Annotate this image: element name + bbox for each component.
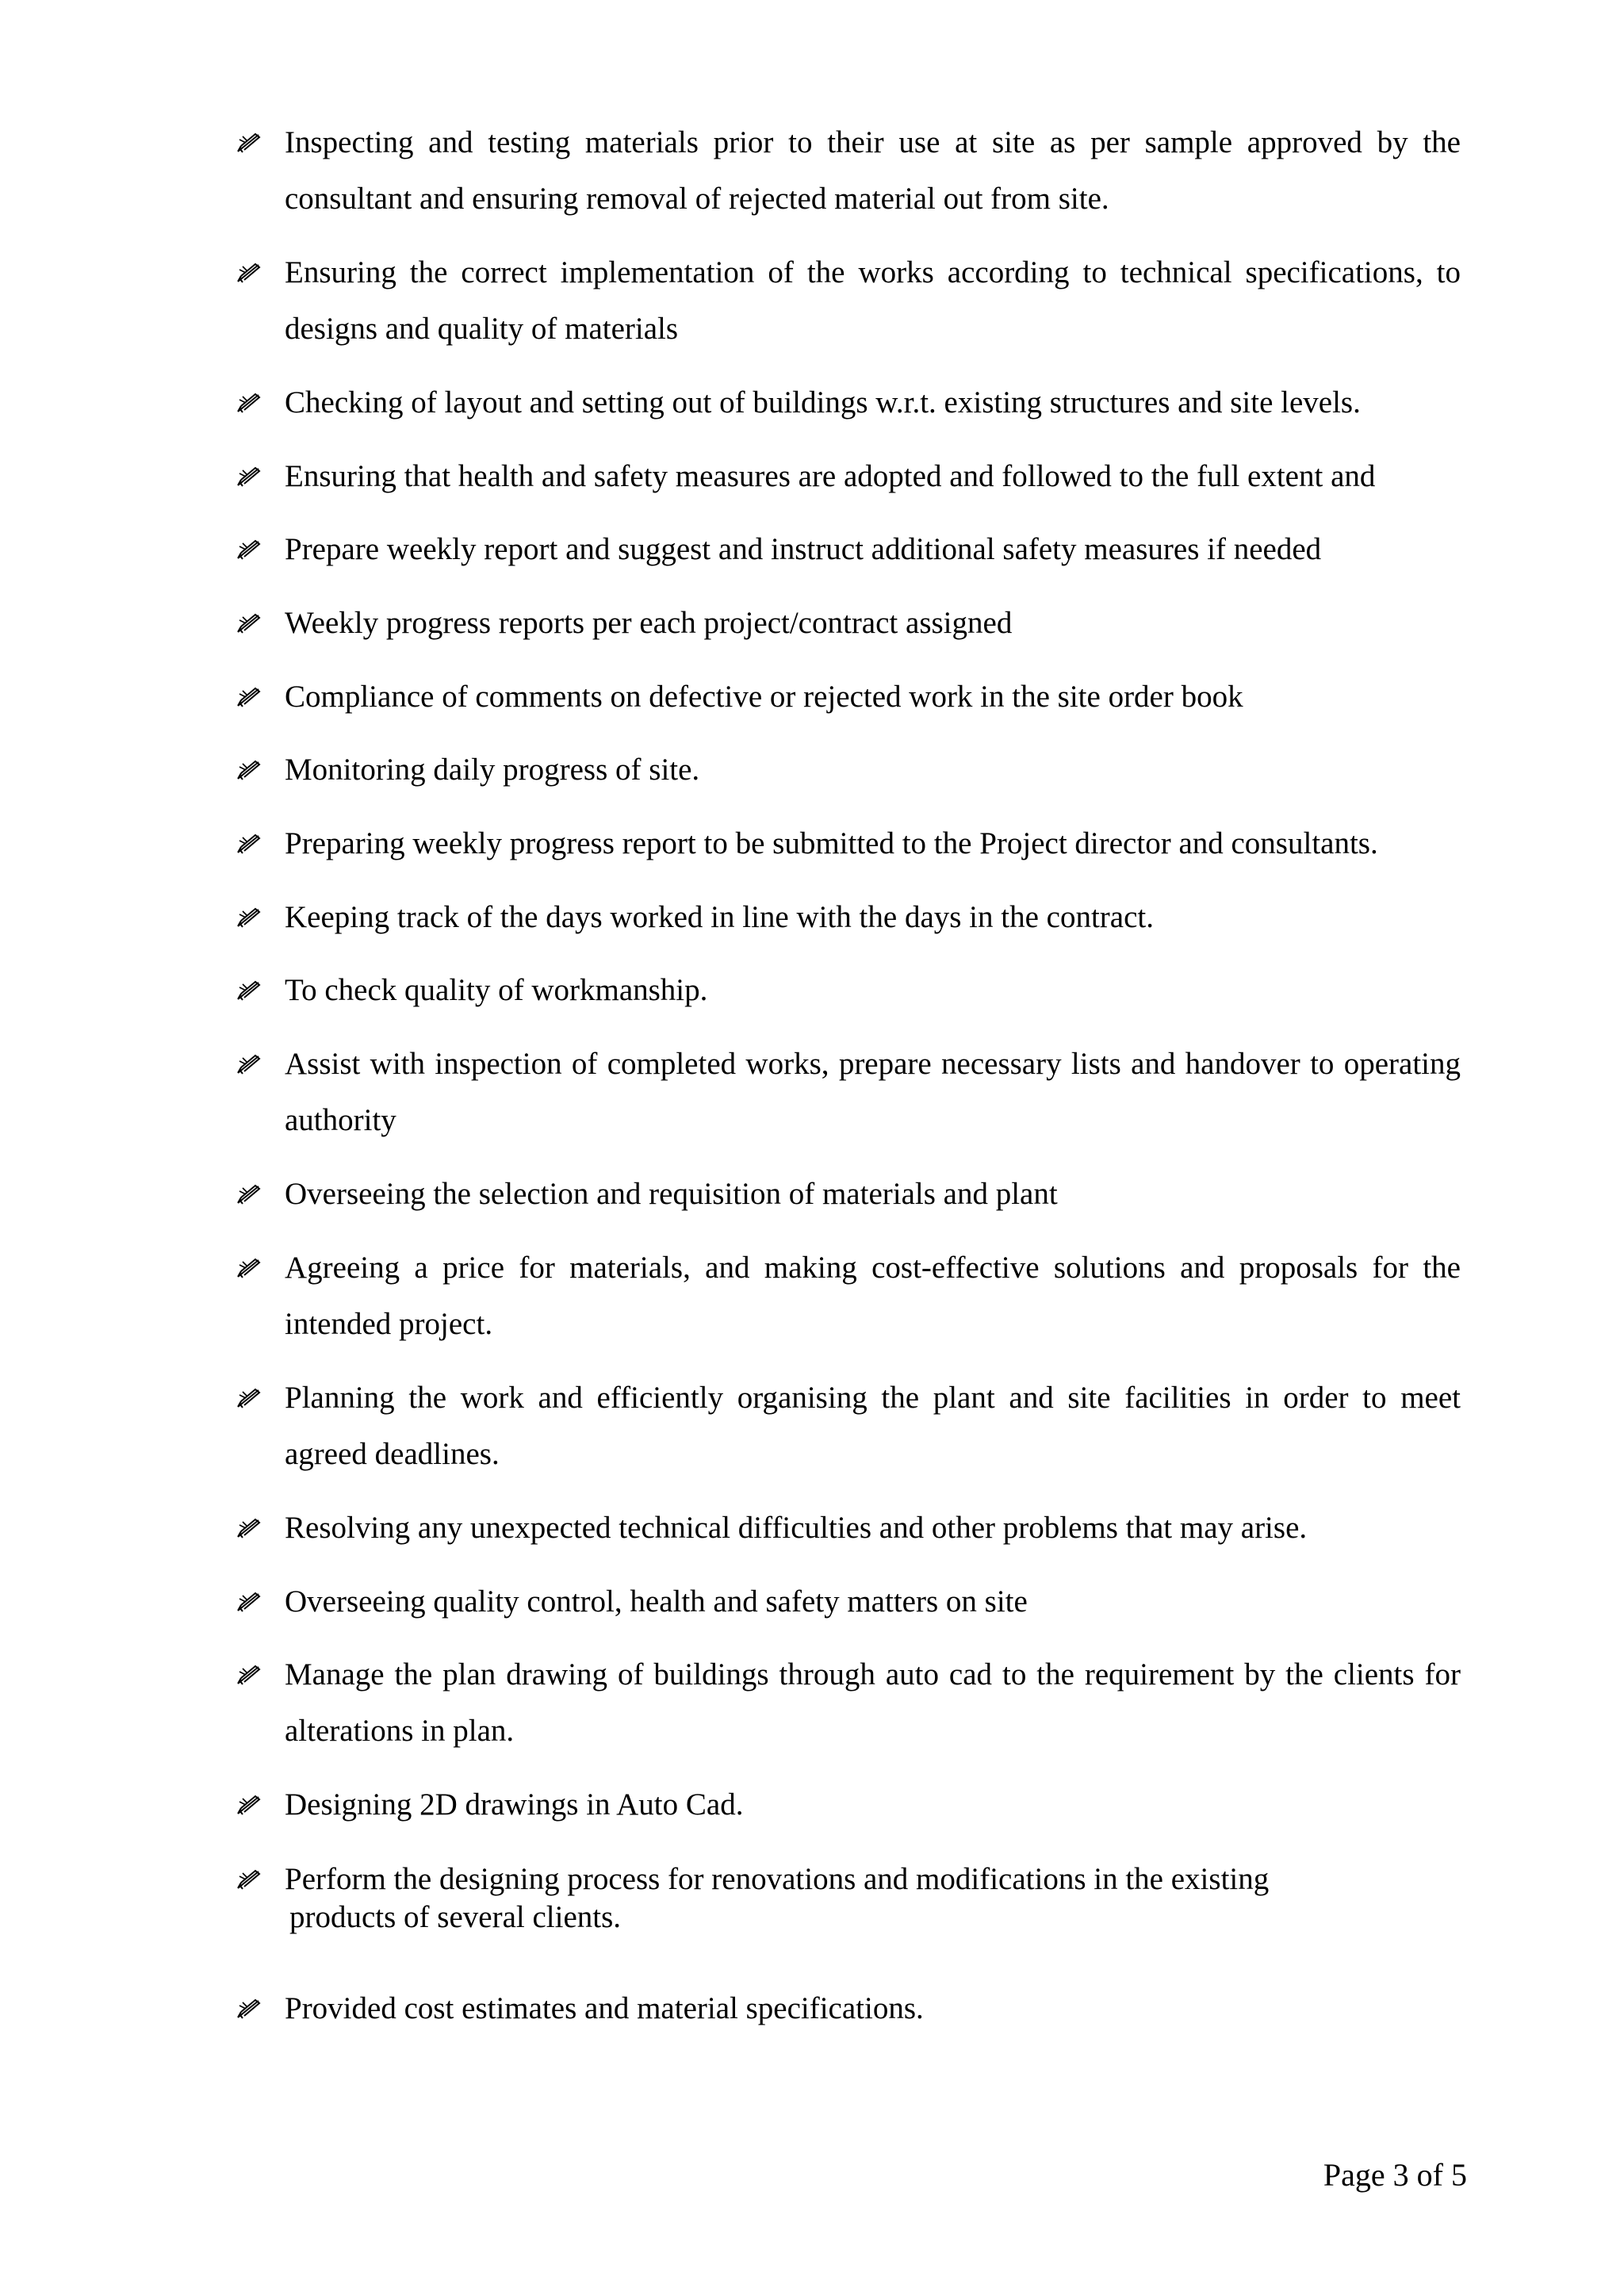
list-item	[235, 595, 1461, 651]
writing-hand-icon	[235, 448, 266, 504]
writing-hand-icon	[235, 1646, 266, 1703]
writing-hand-icon	[235, 962, 266, 1018]
writing-hand-icon	[235, 244, 266, 301]
list-item-text: Prepare weekly report and suggest and instruct additional safety measures if needed	[285, 532, 1322, 566]
list-item-text	[285, 1860, 1461, 1937]
list-item-text: Manage the plan drawing of buildings through auto cad to the requirement by the clients for alterations in plan.	[285, 1657, 1461, 1748]
writing-hand-icon	[235, 374, 266, 431]
list-item-text: Designing 2D drawings in Auto Cad.	[285, 1787, 744, 1822]
list-item	[235, 1573, 1461, 1630]
writing-hand-icon	[235, 889, 266, 945]
list-item-text: Resolving any unexpected technical difficulties and other problems that may arise.	[285, 1511, 1308, 1545]
writing-hand-icon	[235, 1776, 266, 1833]
list-item-text: Ensuring the correct implementation of the works according to technical specifications, to designs and quality of materials	[285, 255, 1461, 346]
list-item	[235, 1646, 1461, 1759]
list-item-text: Overseeing quality control, health and safety matters on site	[285, 1584, 1028, 1619]
list-item-text: Keeping track of the days worked in line with the days in the contract.	[285, 900, 1154, 934]
writing-hand-icon	[235, 1370, 266, 1426]
writing-hand-icon	[235, 1239, 266, 1296]
writing-hand-icon	[235, 815, 266, 872]
list-item-text: Planning the work and efficiently organising the plant and site facilities in order to meet agreed deadlines.	[285, 1381, 1461, 1471]
page-number: Page 3 of 5	[1323, 2157, 1467, 2193]
list-item-text: Compliance of comments on defective or rejected work in the site order book	[285, 680, 1243, 714]
list-item	[235, 1980, 1461, 2036]
list-item	[235, 1776, 1461, 1833]
list-item	[235, 1500, 1461, 1556]
list-item-text: Assist with inspection of completed works, prepare necessary lists and handover to operating authority	[285, 1047, 1461, 1137]
list-item-text: To check quality of workmanship.	[285, 973, 708, 1007]
list-item	[235, 669, 1461, 725]
writing-hand-icon	[235, 1860, 266, 1898]
writing-hand-icon	[235, 1500, 266, 1556]
list-item	[235, 1860, 1461, 1937]
writing-hand-icon	[235, 114, 266, 170]
list-item	[235, 244, 1461, 357]
list-item-text: Weekly progress reports per each project/contract assigned	[285, 606, 1013, 640]
list-item	[235, 114, 1461, 227]
list-item-line: products of several clients.	[289, 1900, 622, 1934]
list-item	[235, 1166, 1461, 1222]
list-item	[235, 1239, 1461, 1352]
writing-hand-icon	[235, 741, 266, 798]
list-item	[235, 741, 1461, 798]
list-item-text: Overseeing the selection and requisition of materials and plant	[285, 1177, 1058, 1211]
list-item	[235, 815, 1461, 872]
writing-hand-icon	[235, 1980, 266, 2036]
writing-hand-icon	[235, 521, 266, 577]
list-item	[235, 374, 1461, 431]
list-item-text: Ensuring that health and safety measures are adopted and followed to the full extent and	[285, 459, 1376, 493]
writing-hand-icon	[235, 669, 266, 725]
list-item	[235, 889, 1461, 945]
writing-hand-icon	[235, 1036, 266, 1092]
list-item	[235, 962, 1461, 1018]
list-item-line: Perform the designing process for renovations and modifications in the existing	[285, 1862, 1270, 1896]
list-item-text: Inspecting and testing materials prior to their use at site as per sample approved by the consultant and ensuring removal of rejected material out from site.	[285, 125, 1461, 216]
list-item	[235, 1370, 1461, 1482]
list-item	[235, 448, 1461, 504]
list-item-text: Provided cost estimates and material specifications.	[285, 1991, 924, 2025]
list-item-text: Checking of layout and setting out of buildings w.r.t. existing structures and site levels.	[285, 385, 1361, 420]
writing-hand-icon	[235, 1573, 266, 1630]
list-item-text: Agreeing a price for materials, and making cost-effective solutions and proposals for the intended project.	[285, 1251, 1461, 1341]
list-item-text: Monitoring daily progress of site.	[285, 753, 700, 787]
writing-hand-icon	[235, 1166, 266, 1222]
list-item-text: Preparing weekly progress report to be submitted to the Project director and consultants.	[285, 826, 1378, 860]
writing-hand-icon	[235, 595, 266, 651]
list-item	[235, 1036, 1461, 1148]
list-item	[235, 521, 1461, 577]
